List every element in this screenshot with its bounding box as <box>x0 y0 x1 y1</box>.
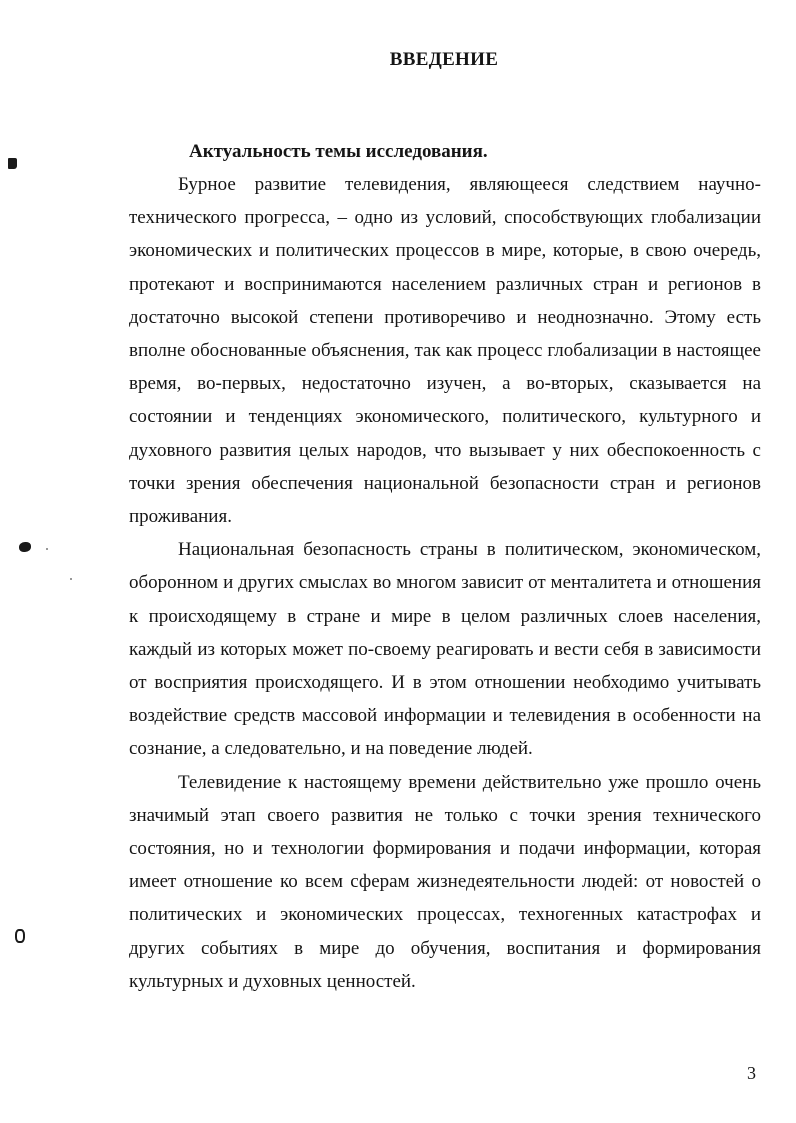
scan-speck <box>70 578 72 580</box>
scan-speck <box>46 548 48 550</box>
scan-hole-mark <box>15 929 25 943</box>
scan-hole-mark <box>8 158 17 169</box>
section-subheading: Актуальность темы исследования. <box>189 141 488 162</box>
scan-hole-mark <box>19 542 31 552</box>
paragraph: Бурное развитие телевидения, являющееся следствием научно-технического прогресса, – одно из условий, способствующих глобализации экономических и политических процессов в мире, которые, в свою очередь, протекают и воспринимаются населением различных стран и регионов в достаточно высокой степени противоречиво и неоднозначно. Этому есть вполне обоснованные объяснения, так как процесс глобализации в настоящее время, во-первых, недостаточно изучен, а во-вторых, сказывается на состоянии и тенденциях экономического, политического, культурного и духовного развития целых народов, что вызывает у них обеспокоенность с точки зрения обеспечения национальной безопасности стран и регионов проживания. <box>129 174 761 528</box>
paragraph: Телевидение к настоящему времени действительно уже прошло очень значимый этап своего развития не только с точки зрения технического состояния, но и технологии формирования и подачи информации, которая имеет отношение ко всем сферам жизнедеятельности людей: от новостей о политических и экономических процессах, техногенных катастрофах и других событиях в мире до обучения, воспитания и формирования культурных и духовных ценностей. <box>129 771 761 992</box>
page-heading: ВВЕДЕНИЕ <box>389 49 499 70</box>
body-text <box>129 168 761 998</box>
paragraph: Национальная безопасность страны в политическом, экономическом, оборонном и других смыслах во многом зависит от менталитета и отношения к происходящему в стране и мире в целом различных слоев населения, каждый из которых может по-своему реагировать и вести себя в зависимости от восприятия происходящего. И в этом отношении необходимо учитывать воздействие средств массовой информации и телевидения в особенности на сознание, а следовательно, и на поведение людей. <box>129 539 761 760</box>
page-number: 3 <box>747 1063 756 1083</box>
